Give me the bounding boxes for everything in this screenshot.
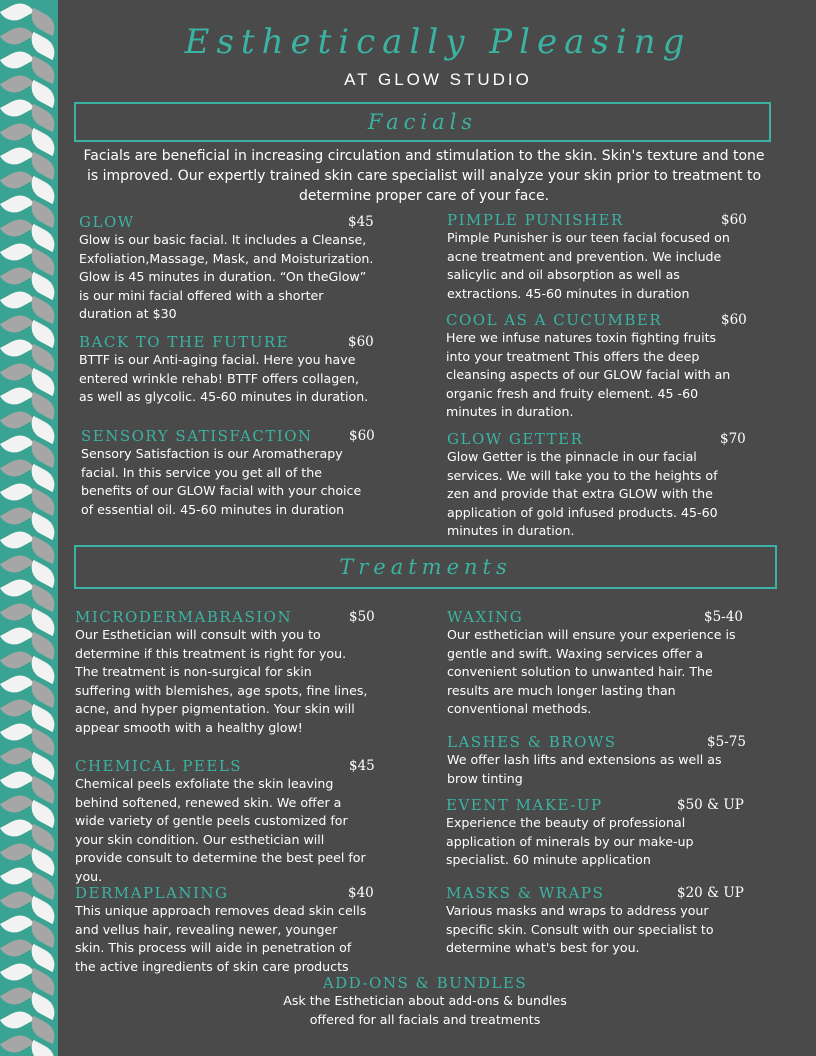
service-waxing [447, 608, 742, 719]
leaf-icon [0, 598, 34, 626]
leaf-icon [0, 934, 34, 962]
leaf-icon [0, 478, 34, 506]
service-name: MASKS & WRAPS [446, 884, 605, 902]
leaf-icon [0, 310, 34, 338]
leaf-icon [0, 1006, 34, 1034]
leaf-icon [0, 622, 34, 650]
facials-heading: Facials [367, 110, 478, 134]
service-description: We offer lash lifts and extensions as well as brow tinting [447, 752, 722, 786]
service-description: Our esthetician will ensure your experience is gentle and swift. Waxing services offer a convenient solution to unwanted hair. The results are much longer lasting than conventional methods. [447, 627, 736, 716]
leaf-icon [0, 742, 34, 770]
leaf-icon [0, 334, 34, 362]
leaf-icon [0, 766, 34, 794]
service-price: $60 [721, 212, 747, 228]
service-price: $5-40 [704, 609, 743, 625]
facials-intro: Facials are beneficial in increasing circulation and stimulation to the skin. Skin's texture and tone is improved. Our expertly trained skin care specialist will analyze your skin prior to treatment to determine proper care of your face. [83, 148, 765, 204]
leaf-icon [0, 646, 34, 674]
service-name: GLOW [79, 213, 135, 231]
leaf-icon [0, 22, 34, 50]
service-description: Here we infuse natures toxin fighting fruits into your treatment This offers the deep cleansing aspects of our GLOW facial with an organic fresh and fruity element. 45 -60 minutes in duration. [446, 330, 731, 419]
service-description: Experience the beauty of professional application of minerals by our make-up specialist. 60 minute application [446, 815, 694, 867]
leaf-icon [0, 982, 34, 1010]
leaf-icon [0, 694, 34, 722]
service-lashes-brows [447, 733, 746, 788]
leaf-icon [0, 46, 34, 74]
service-name: MICRODERMABRASION [75, 608, 293, 626]
leaf-icon [0, 238, 34, 266]
leaf-icon [0, 502, 34, 530]
service-price: $60 [721, 312, 747, 328]
leaf-icon [0, 910, 34, 938]
leaf-icon [0, 70, 34, 98]
service-description: Pimple Punisher is our teen facial focused on acne treatment and prevention. We include salicylic and oil absorption as well as extractions. 45-60 minutes in duration [447, 230, 730, 301]
service-name: COOL AS A CUCUMBER [446, 311, 663, 329]
leaf-icon [0, 190, 34, 218]
service-name: EVENT MAKE-UP [446, 796, 603, 814]
service-sensory-satisfaction [81, 427, 376, 519]
addons-description: Ask the Esthetician about add-ons & bundles offered for all facials and treatments [283, 993, 567, 1027]
service-pimple-punisher [447, 211, 747, 303]
service-name: PIMPLE PUNISHER [447, 211, 624, 229]
leaf-icon [0, 214, 34, 242]
treatments-heading-box [74, 545, 777, 589]
service-name: SENSORY SATISFACTION [81, 427, 313, 445]
leaf-pattern-stripe [0, 0, 58, 1056]
service-price: $20 & UP [677, 885, 744, 901]
service-price: $60 [348, 334, 374, 350]
service-name: GLOW GETTER [447, 430, 584, 448]
service-description: Glow Getter is the pinnacle in our facial services. We will take you to the heights of zen and provide that extra GLOW with the application of gold infused products. 45-60 minutes in duration. [447, 449, 718, 538]
leaf-icon [0, 862, 34, 890]
leaf-icon [0, 814, 34, 842]
leaf-icon [0, 958, 34, 986]
service-microdermabrasion [75, 608, 375, 737]
leaf-icon [0, 838, 34, 866]
service-price: $5-75 [707, 734, 746, 750]
service-price: $45 [348, 214, 374, 230]
service-description: Sensory Satisfaction is our Aromatherapy facial. In this service you get all of the benefits of our GLOW facial with your choice of essential oil. 45-60 minutes in duration [81, 446, 362, 517]
service-price: $70 [720, 431, 746, 447]
service-description: This unique approach removes dead skin cells and vellus hair, revealing newer, younger skin. This process will aide in penetration of the active ingredients of skin care products [75, 903, 367, 974]
service-cool-as-a-cucumber [446, 311, 747, 422]
service-price: $50 & UP [677, 797, 744, 813]
leaf-icon [0, 118, 34, 146]
leaf-icon [0, 574, 34, 602]
leaf-icon [0, 886, 34, 914]
service-description: Our Esthetician will consult with you to determine if this treatment is right for you. The treatment is non-surgical for skin suffering with blemishes, age spots, fine lines, acne, and hyper pigmentation. Your skin will appear smooth with a healthy glow! [75, 627, 368, 735]
service-price: $50 [349, 609, 375, 625]
leaf-icon [0, 0, 34, 26]
leaf-icon [0, 430, 34, 458]
service-name: CHEMICAL PEELS [75, 757, 243, 775]
leaf-icon [0, 718, 34, 746]
leaf-icon [0, 166, 34, 194]
service-description: Glow is our basic facial. It includes a Cleanse, Exfoliation,Massage, Mask, and Moisturization. Glow is 45 minutes in duration. “On theGlow” is our mini facial offered with a shorter duration at $30 [79, 232, 374, 321]
service-dermaplaning [75, 884, 374, 976]
page-title: Esthetically Pleasing [184, 22, 692, 62]
service-masks-wraps [446, 884, 744, 958]
leaf-icon [0, 94, 34, 122]
service-price: $60 [349, 428, 375, 444]
service-event-make-up [446, 796, 744, 870]
leaf-icon [0, 286, 34, 314]
service-name: LASHES & BROWS [447, 733, 617, 751]
treatments-heading: Treatments [339, 555, 512, 579]
service-glow [79, 213, 374, 324]
leaf-icon [0, 358, 34, 386]
service-back-to-the-future [79, 333, 374, 407]
leaf-icon [0, 406, 34, 434]
page-subtitle: AT GLOW STUDIO [344, 70, 532, 89]
leaf-icon [0, 142, 34, 170]
service-price: $40 [348, 885, 374, 901]
service-chemical-peels [75, 757, 375, 886]
leaf-icon [0, 262, 34, 290]
leaf-icon [0, 454, 34, 482]
addons-title: ADD-ONS & BUNDLES [322, 974, 528, 992]
service-glow-getter [447, 430, 746, 541]
leaf-icon [0, 1030, 34, 1056]
service-description: Various masks and wraps to address your specific skin. Consult with our specialist to determine what's best for you. [446, 903, 714, 955]
leaf-icon [0, 526, 34, 554]
leaf-icon [0, 550, 34, 578]
service-description: Chemical peels exfoliate the skin leaving behind softened, renewed skin. We offer a wide variety of gentle peels customized for your skin condition. Our esthetician will provide consult to determine the best peel for you. [75, 776, 366, 884]
service-name: BACK TO THE FUTURE [79, 333, 290, 351]
service-price: $45 [349, 758, 375, 774]
service-description: BTTF is our Anti-aging facial. Here you have entered wrinkle rehab! BTTF offers collagen, as well as glycolic. 45-60 minutes in duration. [79, 352, 369, 404]
leaf-icon [0, 382, 34, 410]
leaf-icon [0, 790, 34, 818]
facials-heading-box [74, 102, 771, 142]
leaf-icon [0, 670, 34, 698]
addons-section [270, 974, 580, 1029]
service-name: DERMAPLANING [75, 884, 229, 902]
service-name: WAXING [447, 608, 524, 626]
